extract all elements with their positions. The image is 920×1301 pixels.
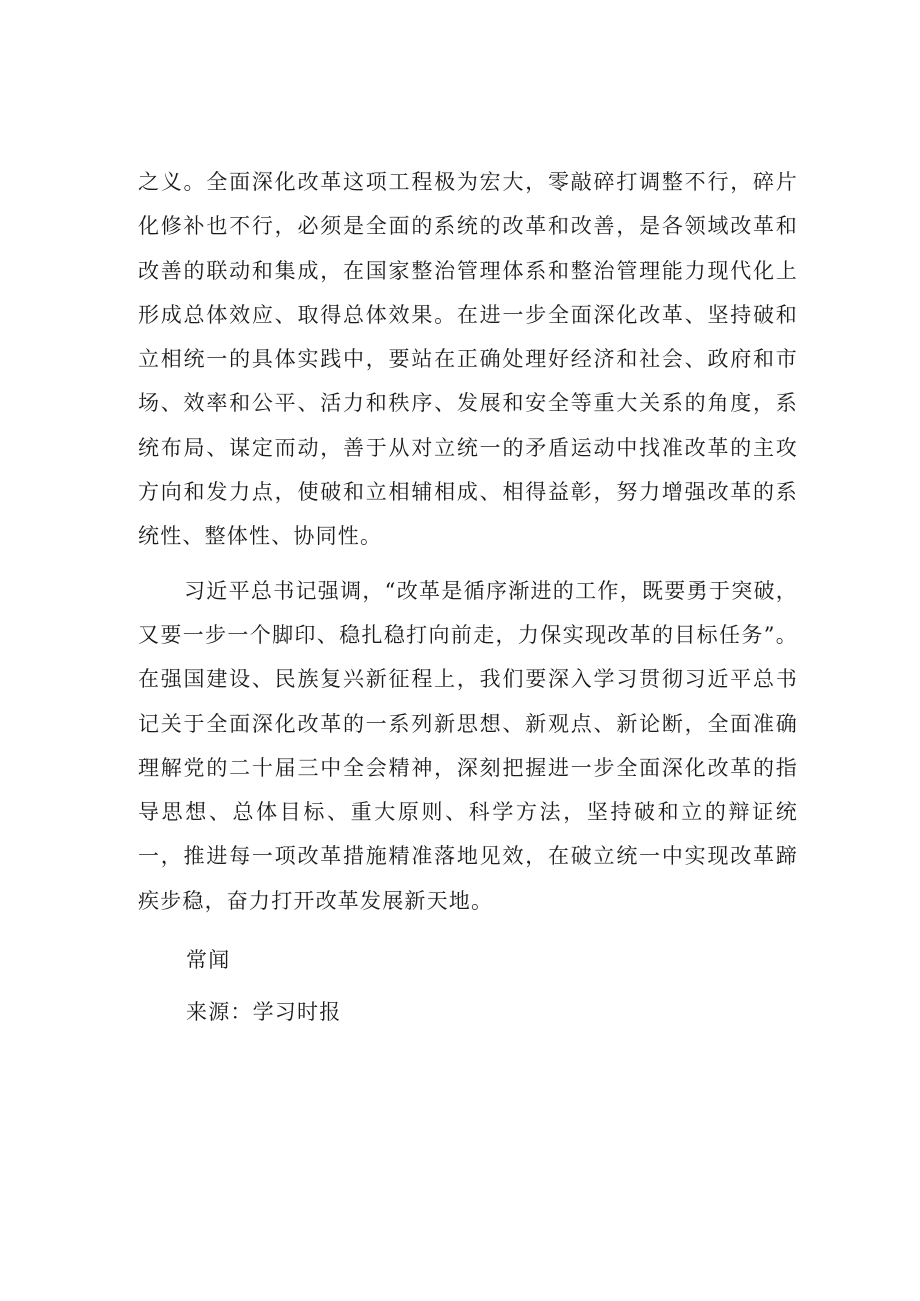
source-line: 来源：学习时报 [186, 1000, 342, 1025]
article-body [138, 160, 798, 1027]
paragraph-2: 习近平总书记强调，“改革是循序渐进的工作，既要勇于突破，又要一步一个脚印、稳扎稳打向前走，力保实现改革的目标任务”。在强国建设、民族复兴新征程上，我们要深入学习贯彻习近平总书记关于全面深化改革的一系列新思想、新观点、新论断，全面准确理解党的二十届三中全会精神，深刻把握进一步全面深化改革的指导思想、总体目标、重大原则、科学方法，坚持破和立的辩证统一，推进每一项改革措施精准落地见效，在破立统一中实现改革蹄疾步稳，奋力打开改革发展新天地。 [138, 578, 798, 913]
author-name: 常闻 [186, 948, 231, 973]
paragraph-1: 之义。全面深化改革这项工程极为宏大，零敲碎打调整不行，碎片化修补也不行，必须是全面的系统的改革和改善，是各领域改革和改善的联动和集成，在国家整治管理体系和整治管理能力现代化上形成总体效应、取得总体效果。在进一步全面深化改革、坚持破和立相统一的具体实践中，要站在正确处理好经济和社会、政府和市场、效率和公平、活力和秩序、发展和安全等重大关系的角度，系统布局、谋定而动，善于从对立统一的矛盾运动中找准改革的主攻方向和发力点，使破和立相辅相成、相得益彰，努力增强改革的系统性、整体性、协同性。 [138, 170, 798, 549]
